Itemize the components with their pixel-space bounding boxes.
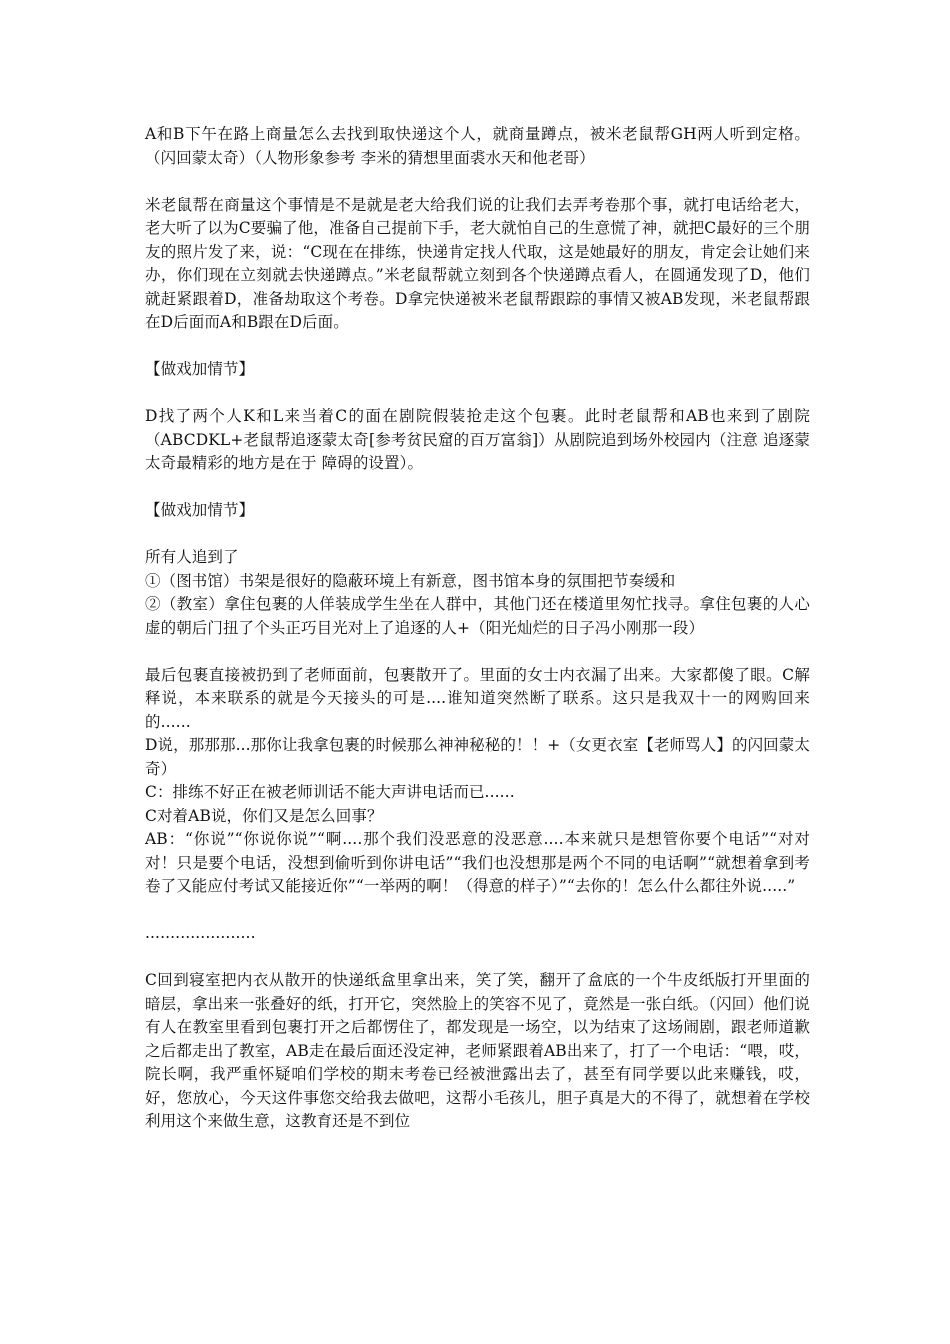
- section-marker-1: 【做戏加情节】: [145, 360, 255, 378]
- paragraph-spacer: [145, 382, 810, 406]
- paragraph-5: 最后包裹直接被扔到了老师面前，包裹散开了。里面的女士内衣漏了出来。大家都傻了眼。C解释说，本来联系的就是今天接头的可是....谁知道突然断了联系。这只是我双十一的网购回来的...... D说，那那那...那你让我拿包裹的时候那么神神秘秘的！！+（女更衣室【老师骂人】的闪回蒙太奇） C：排练不好正在被老师训话不能大声讲电话而已...... C对着AB说，你们又是怎么回事？ AB：“你说”“你说你说”“啊....那个我们没恶意的没恶意....本来就只是想管你要个电话”“对对对！只是要个电话，没想到偷听到你讲电话”“我们也没想那是两个不同的电话啊”“就想着拿到考卷了又能应付考试又能接近你”“一举两的啊！（得意的样子）”“去你的！怎么什么都往外说.....”: [145, 665, 810, 895]
- paragraph-1: A和B下午在路上商量怎么去找到取快递这个人，就商量蹲点，被米老鼠帮GH两人听到定格。（闪回蒙太奇）（人物形象参考 李米的猜想里面裘水天和他老哥）: [145, 125, 810, 167]
- paragraph-spacer: [145, 170, 810, 194]
- paragraph-4: 所有人追到了 ①（图书馆）书架是很好的隐蔽环境上有新意，图书馆本身的氛围把节奏缓和 ②（教室）拿住包裹的人佯装成学生坐在人群中，其他门还在楼道里匆忙找寻。拿住包裹的人心虚的朝后门扭了个头正巧目光对上了追逐的人+（阳光灿烂的日子冯小刚那一段）: [145, 548, 810, 637]
- document-body: [145, 123, 810, 1134]
- paragraph-spacer: [145, 523, 810, 547]
- paragraph-spacer: [145, 899, 810, 923]
- paragraph-spacer: [145, 476, 810, 500]
- ellipsis-separator: ......................: [145, 924, 256, 942]
- paragraph-spacer: [145, 335, 810, 359]
- paragraph-spacer: [145, 640, 810, 664]
- paragraph-3: D找了两个人K和L来当着C的面在剧院假装抢走这个包裹。此时老鼠帮和AB也来到了剧院（ABCDKL+老鼠帮追逐蒙太奇[参考贫民窟的百万富翁]）从剧院追到场外校园内（注意 追逐蒙太奇最精彩的地方是在于 障碍的设置）。: [145, 407, 810, 472]
- paragraph-6: C回到寝室把内衣从散开的快递纸盒里拿出来，笑了笑，翻开了盒底的一个牛皮纸版打开里面的暗层，拿出来一张叠好的纸，打开它，突然脸上的笑容不见了，竟然是一张白纸。（闪回）他们说有人在教室里看到包裹打开之后都愣住了，都发现是一场空，以为结束了这场闹剧，跟老师道歉之后都走出了教室，AB走在最后面还没定神，老师紧跟着AB出来了，打了一个电话：“喂，哎，院长啊，我严重怀疑咱们学校的期末考卷已经被泄露出去了，甚至有同学要以此来赚钱，哎，好，您放心，今天这件事您交给我去做吧，这帮小毛孩儿，胆子真是大的不得了，就想着在学校利用这个来做生意，这教育还是不到位: [145, 971, 810, 1130]
- paragraph-2: 米老鼠帮在商量这个事情是不是就是老大给我们说的让我们去弄考卷那个事，就打电话给老大，老大听了以为C要骗了他，准备自己提前下手，老大就怕自己的生意慌了神，就把C最好的三个朋友的照片发了来，说：“C现在在排练，快递肯定找人代取，这是她最好的朋友，肯定会让她们来办，你们现在立刻就去快递蹲点。”米老鼠帮就立刻到各个快递蹲点看人，在圆通发现了D，他们就赶紧跟着D，准备劫取这个考卷。D拿完快递被米老鼠帮跟踪的事情又被AB发现，米老鼠帮跟在D后面而A和B跟在D后面。: [145, 195, 810, 331]
- paragraph-spacer: [145, 946, 810, 970]
- section-marker-2: 【做戏加情节】: [145, 501, 255, 519]
